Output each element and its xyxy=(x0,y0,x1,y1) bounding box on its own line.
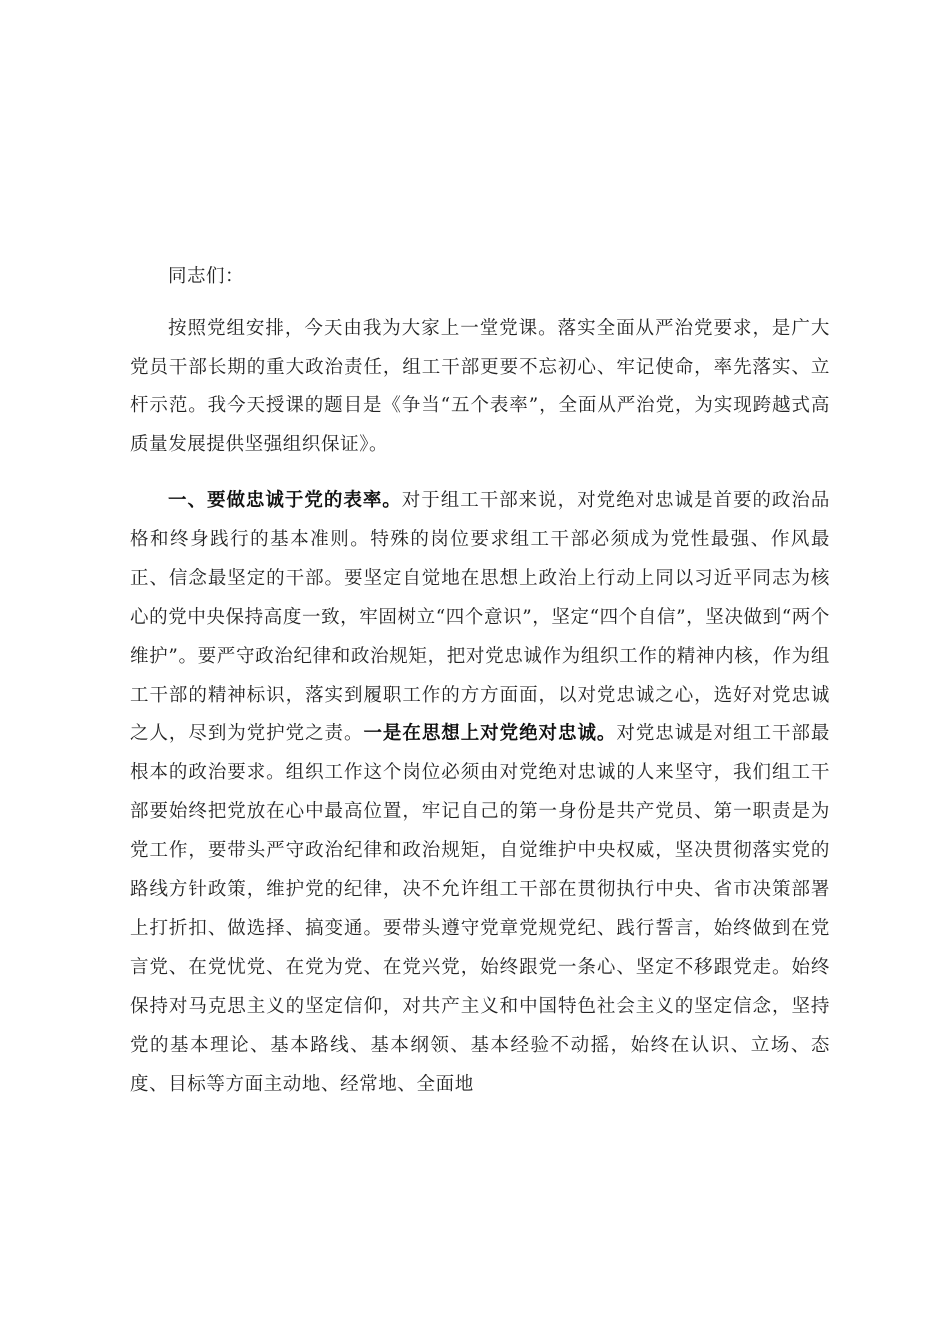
section-1-body-part2: 对党忠诚是对组工干部最根本的政治要求。组织工作这个岗位必须由对党绝对忠诚的人来坚守，我们组工干部要始终把党放在心中最高位置，牢记自己的第一身份是共产党员、第一职责是为党工作，要带头严守政治纪律和政治规矩，自觉维护中央权威，坚决贯彻落实党的路线方针政策，维护党的纪律，决不允许组工干部在贯彻执行中央、省市决策部署上打折扣、做选择、搞变通。要带头遵守党章党规党纪、践行誓言，始终做到在党言党、在党忧党、在党为党、在党兴党，始终跟党一条心、坚定不移跟党走。始终保持对马克思主义的坚定信仰，对共产主义和中国特色社会主义的坚定信念，坚持党的基本理论、基本路线、基本纲领、基本经验不动摇，始终在认识、立场、态度、目标等方面主动地、经常地、全面地 xyxy=(130,723,830,1095)
document-body xyxy=(130,258,830,1123)
salutation: 同志们： xyxy=(168,266,245,287)
section-1-body-part1: 对于组工干部来说，对党绝对忠诚是首要的政治品格和终身践行的基本准则。特殊的岗位要求组工干部必须成为党性最强、作风最正、信念最坚定的干部。要坚定自觉地在思想上政治上行动上同以习近平同志为核心的党中央保持高度一致，牢固树立“四个意识”，坚定“四个自信”，坚决做到“两个维护”。要严守政治纪律和政治规矩，把对党忠诚作为组织工作的精神内核，作为组工干部的精神标识，落实到履职工作的方方面面，以对党忠诚之心，选好对党忠诚之人，尽到为党护党之责。 xyxy=(130,490,830,745)
section-1-heading: 一、要做忠诚于党的表率。 xyxy=(168,490,402,511)
intro-paragraph: 按照党组安排，今天由我为大家上一堂党课。落实全面从严治党要求，是广大党员干部长期的重大政治责任，组工干部更要不忘初心、牢记使命，率先落实、立杆示范。我今天授课的题目是《争当“五个表率”，全面从严治党，为实现跨越式高质量发展提供坚强组织保证》。 xyxy=(130,318,830,455)
section-1-subheading: 一是在思想上对党绝对忠诚。 xyxy=(363,723,617,745)
section-1-paragraph xyxy=(130,482,830,1105)
